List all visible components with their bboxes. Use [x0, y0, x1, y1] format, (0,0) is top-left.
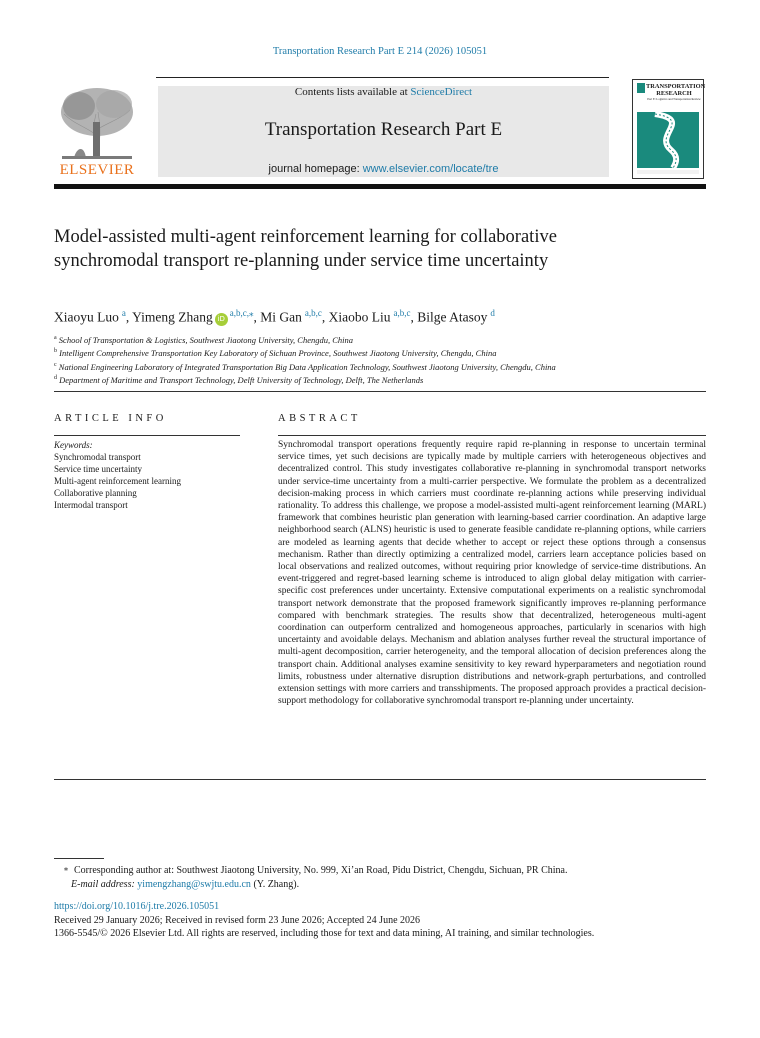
journal-homepage-line [158, 163, 609, 175]
affiliation-item [54, 346, 706, 359]
keyword-item: Synchromodal transport [54, 452, 141, 462]
footnote-text: Corresponding author at: Southwest Jiaotong University, No. 999, Xi’an Road, Pidu District, Chengdu, Sichuan, PR China. [74, 865, 568, 876]
email-suffix: (Y. Zhang). [250, 879, 300, 890]
email-label: E-mail address: [71, 879, 135, 890]
journal-homepage-link[interactable]: www.elsevier.com/locate/tre [362, 163, 499, 175]
section-rule [54, 391, 706, 392]
abstract-text: Synchromodal transport operations frequently require rapid re-planning in response to uncertain terminal service times, yet such decisions are typically made by multiple carriers with heterogeneous objectives and decentralized control. This study investigates collaborative re-planning in synchromodal transport networks under service-time uncertainty from a multi-carrier perspective. We formulate the problem as a decentralized decision-making process in which carriers must coordinate re-planning actions while preserving individual rationality. To address this challenge, we propose a model-assisted multi-agent reinforcement learning (MARL) framework that combines heuristic plan generation with learning-based carrier coordination. An adaptive large neighborhood search (ALNS) heuristic is used to generate feasible candidate re-planning options, while carriers are modeled as learning agents that decide whether to accept or reject these options through a consensus mechanism. Rather than directly optimizing a centralized model, carriers learn acceptance policies based on local observations and realized outcomes, without requiring prior knowledge of service-time distributions. An event-triggered and regret-based learning scheme is introduced to align global delay mitigation with carrier-specific cost preferences under uncertainty. Extensive computational experiments on a realistic synchromodal transport network demonstrate that the proposed framework significantly improves re-planning performance compared with benchmark strategies. The results show that decentralized, heterogeneous multi-agent coordination can outperform centralized and homogeneous approaches, particularly in scenarios with high uncertainty and avoidable delays. Mechanism and ablation analyses further reveal the structural importance of multi-agent decomposition, carrier heterogeneity, and the temporal allocation of decision preferences along the transport chain. Additional analyses examine sensitivity to key reward hyperparameters and negotiation round limits, robustness under alternative disruption distributions and network-graph perturbations, and controlled extension settings with more carriers and transshipments. The proposed approach provides a practical decision-support methodology for collaborative synchromodal transport re-planning under uncertainty. [278, 440, 706, 707]
publication-info [54, 900, 754, 941]
author-name[interactable]: Xiaoyu Luo [54, 309, 119, 325]
article-info-rule [54, 435, 240, 436]
affiliation-text: National Engineering Laboratory of Integrated Transportation Big Data Application Technology, Southwest Jiaotong University, Chengdu, China [58, 361, 556, 372]
affiliations [54, 333, 706, 386]
doi-link[interactable]: https://doi.org/10.1016/j.tre.2026.105051 [54, 901, 220, 912]
affiliation-mark: c [54, 361, 57, 368]
keyword-item: Collaborative planning [54, 488, 137, 498]
copyright-line: 1366-5545/© 2026 Elsevier Ltd. All rights are reserved, including those for text and data mining, AI training, and similar technologies. [54, 928, 595, 939]
footnote-star: ⁎ [64, 864, 68, 873]
author-affiliation-marks[interactable]: a,b,c,⁎ [229, 308, 254, 318]
received-dates: Received 29 January 2026; Received in revised form 23 June 2026; Accepted 24 June 2026 [54, 914, 421, 926]
abstract-bottom-rule [54, 779, 706, 780]
keyword-item: Service time uncertainty [54, 464, 142, 474]
keyword-item: Intermodal transport [54, 500, 128, 510]
cover-title: TRANSPORTATION RESEARCH [646, 83, 706, 97]
author-name[interactable]: Bilge Atasoy [417, 309, 488, 325]
affiliation-text: School of Transportation & Logistics, Southwest Jiaotong University, Chengdu, China [58, 334, 354, 345]
abstract-heading: ABSTRACT [278, 413, 361, 424]
affiliation-mark: a [54, 335, 57, 341]
keywords-label: Keywords: [54, 440, 93, 450]
author-name[interactable]: Yimeng Zhang [132, 309, 213, 325]
contents-prefix: Contents lists available at [294, 86, 411, 98]
affiliation-item [54, 333, 706, 346]
author-list: Xiaoyu Luo $^a$, Yimeng Zhang iD$^{a,b,c,⁎}$, Mi Gan $^{a,b,c}$, Xiaobo Liu $^{a,b,c}$, Bilge Atasoy $^d$ [54, 308, 495, 325]
keyword-item: Multi-agent reinforcement learning [54, 476, 181, 486]
affiliation-text: Intelligent Comprehensive Transportation Key Laboratory of Sichuan Province, Southwest Jiaotong University, Chengdu, China [59, 348, 497, 359]
author-affiliation-marks[interactable]: a [121, 308, 126, 318]
affiliation-item [54, 360, 706, 373]
author-email-link[interactable]: yimengzhang@swjtu.edu.cn [137, 879, 251, 890]
article-title: Model-assisted multi-agent reinforcement learning for collaborative synchromodal transport re-planning under service time uncertainty [54, 227, 557, 271]
author-affiliation-marks[interactable]: a,b,c [304, 308, 322, 318]
affiliation-item [54, 373, 706, 386]
author-name[interactable]: Mi Gan [260, 309, 302, 325]
author-affiliation-marks[interactable]: d [490, 308, 495, 318]
affiliation-mark: b [54, 348, 57, 355]
journal-title: Transportation Research Part E [264, 119, 503, 140]
author-name[interactable]: Xiaobo Liu [328, 309, 391, 325]
sciencedirect-link[interactable]: ScienceDirect [410, 86, 473, 98]
article-info-heading: ARTICLE INFO [54, 413, 167, 424]
contents-available-line [158, 86, 609, 98]
homepage-prefix: journal homepage: [268, 163, 363, 175]
author-affiliation-marks[interactable]: a,b,c [393, 308, 411, 318]
affiliation-text: Department of Maritime and Transport Technology, Delft University of Technology, Delft, The Netherlands [59, 374, 424, 385]
affiliation-mark: d [54, 374, 57, 381]
journal-reference-link[interactable]: Transportation Research Part E 214 (2026) 105051 [272, 46, 488, 57]
corresponding-author-footnote [54, 862, 706, 892]
header-thick-rule [54, 184, 706, 189]
keywords-block [54, 439, 240, 511]
orcid-icon[interactable]: iD [215, 313, 228, 326]
header-top-rule [156, 77, 609, 78]
abstract-rule [278, 435, 706, 436]
cover-subtitle: Part E: Logistics and Transportation Review [647, 97, 701, 101]
footnote-rule [54, 858, 104, 859]
elsevier-wordmark: ELSEVIER [59, 162, 135, 178]
